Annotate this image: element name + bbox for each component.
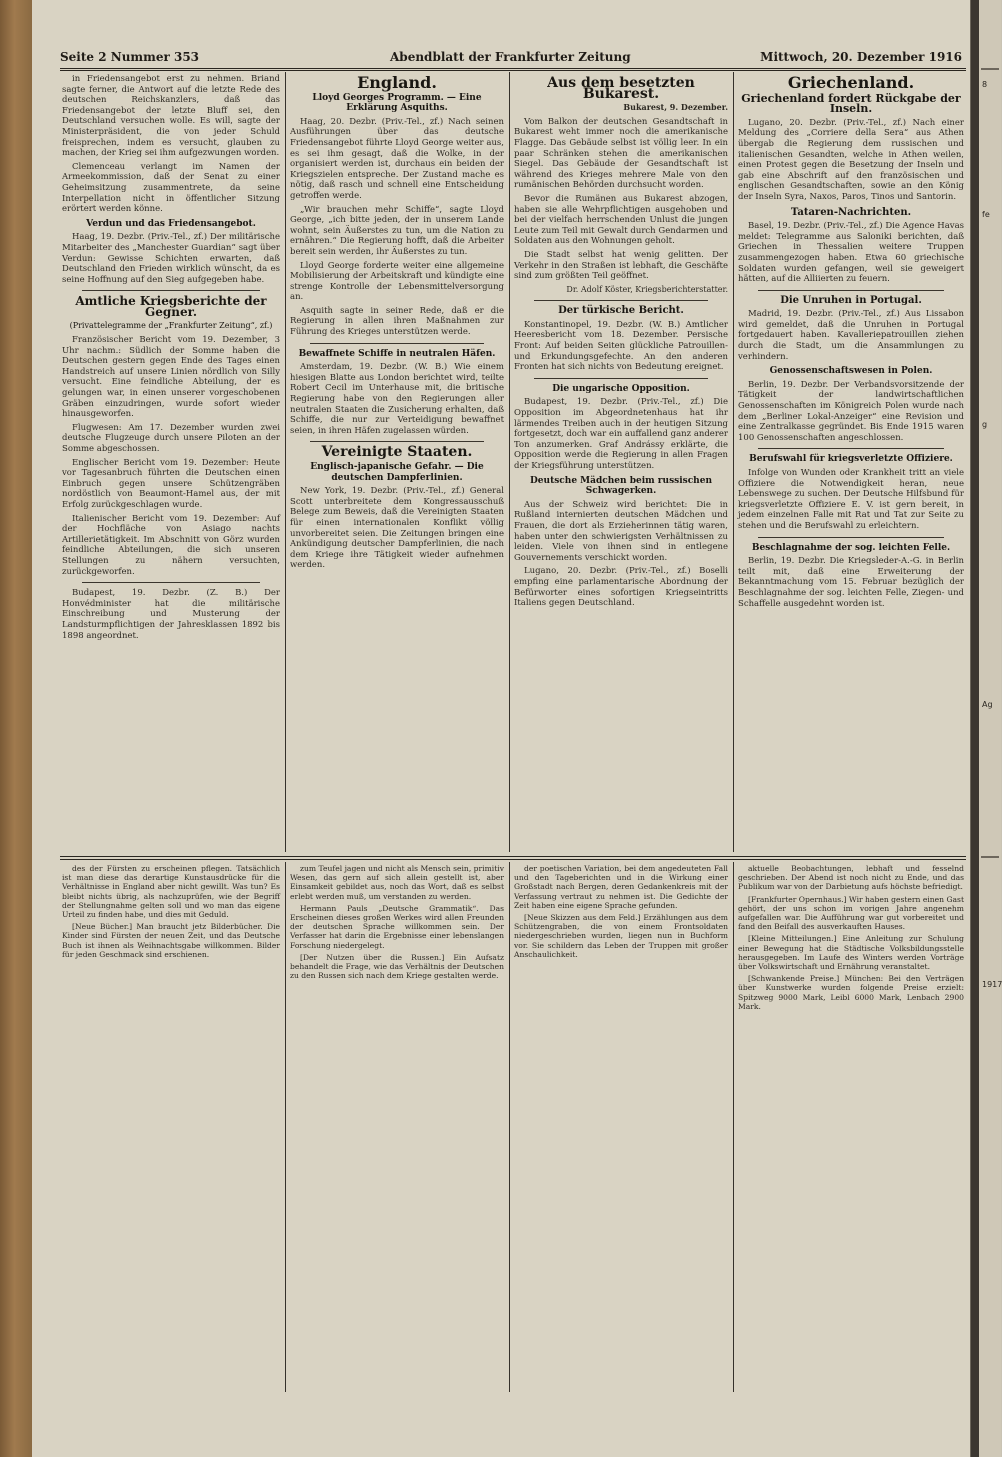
section-heading: Aus dem besetzten Bukarest. [547, 75, 695, 102]
edge-fragment: 1917 [982, 980, 1002, 989]
article-heading: Berufswahl für kriegsverletzte Offiziere. [749, 454, 953, 465]
column-1 [62, 74, 280, 852]
article-paragraph: Haag, 19. Dezbr. (Priv.-Tel., zf.) Der militärische Mitarbeiter des „Manchester Guardian“ sagt über Verdun: Gewisse Schichten erwarten, daß Deutschland den Frieden wirklich wünscht, da es seine Hoffnung auf den Sieg aufgegeben habe. [62, 232, 280, 285]
feuilleton-rule-2 [60, 859, 966, 860]
feuilleton-rule [60, 856, 966, 857]
feuilleton-paragraph: des der Fürsten zu erscheinen pflegen. Tatsächlich ist man diese das derartige Kunstausdrücke für die Verhältnisse in England aber nicht gewillt. Was tun? Es bleibt nichts übrig, als nachzuprüfen, wie der Begriff der Stellungnahme gelten soll und wo man das eigene Urteil zu finden habe, und dies mit Geduld. [62, 864, 280, 920]
column-4 [738, 74, 964, 852]
article-paragraph: Die Stadt selbst hat wenig gelitten. Der Verkehr in den Straßen ist lebhaft, die Geschäfte sind zum größten Teil geöffnet. [514, 249, 728, 282]
header-page-number: Seite 2 Nummer 353 [60, 50, 200, 64]
article-separator [310, 343, 484, 344]
feuilleton-column-4 [738, 864, 964, 1390]
feuilleton-paragraph: [Neue Skizzen aus dem Feld.] Erzählungen aus dem Schützengraben, die von einem Frontsoldaten niedergeschrieben wurden, liegen nun in Buchform vor. Sie schildern das Leben der Truppen mit großer Anschaulichkeit. [514, 913, 728, 959]
article-paragraph: Amsterdam, 19. Dezbr. (W. B.) Wie einem hiesigen Blatte aus London berichtet wird, teilte Robert Cecil im Unterhause mit, die britische Regierung habe von den Regierungen aller neutralen Staaten die Zusicherung erhalten, daß Schiffe, die nur zur Verteidigung bewaffnet seien, in ihren Häfen zugelassen würden. [290, 362, 504, 436]
article-paragraph: Budapest, 19. Dezbr. (Z. B.) Der Honvédminister hat die militärische Einschreibung und Musterung der Landsturmpflichtigen der Jahresklassen 1892 bis 1898 angeordnet. [62, 588, 280, 641]
article-paragraph: Flugwesen: Am 17. Dezember wurden zwei deutsche Flugzeuge durch unsere Piloten an der Somme abgeschossen. [62, 422, 280, 454]
article-paragraph: Aus der Schweiz wird berichtet: Die in Rußland internierten deutschen Mädchen und Frauen, die dort als Erzieherinnen tätig waren, haben unter den schwierigsten Verhältnissen zu leiden. Viele von ihnen sind in entlegene Gouvernements verschickt worden. [514, 499, 728, 563]
article-subheading: (Privattelegramme der „Frankfurter Zeitung“, zf.) [69, 321, 273, 331]
article-paragraph: Lloyd George forderte weiter eine allgemeine Mobilisierung der Arbeitskraft und kündigte eine strenge Kontrolle der Lebensmittelversorgung an. [290, 260, 504, 303]
article-separator [82, 290, 260, 291]
edge-fragment: 8 [982, 80, 988, 89]
section-heading: Vereinigte Staaten. [321, 444, 473, 461]
feuilleton-paragraph: Hermann Pauls „Deutsche Grammatik“. Das Erscheinen dieses großen Werkes wird allen Freunden der deutschen Sprache willkommen sein. Der Verfasser hat darin die Ergebnisse einer lebenslangen Forschung niedergelegt. [290, 903, 504, 950]
article-separator [82, 582, 260, 583]
article-heading: Der türkische Bericht. [558, 305, 684, 317]
feuilleton-paragraph: [Frankfurter Opernhaus.] Wir haben gestern einen Gast gehört, der uns schon im vorigen Jahre angenehm aufgefallen war. Die Aufführung war gut vorbereitet und fand den Beifall des ausverkauften Hauses. [738, 894, 965, 932]
feuilleton-paragraph: der poetischen Variation, bei dem angedeuteten Fall und den Tageberichten und in die Wirkung einer Großstadt nach Bergen, deren Gedankenkreis mit der Verfassung vertraut zu nehmen ist. Die Gedichte der Zeit haben eine eigene Sprache gefunden. [514, 864, 728, 910]
feuilleton-column-2 [290, 864, 504, 1390]
edge-rule [981, 68, 999, 70]
feuilleton-paragraph: [Kleine Mitteilungen.] Eine Anleitung zur Schulung einer Bewegung hat die Städtische Volksbildungsstelle herausgegeben. Im Laufe des Winters werden Vorträge über Volkswirtschaft und Ernährung veranstaltet. [738, 934, 964, 972]
article-heading: Genossenschaftswesen in Polen. [769, 366, 933, 377]
article-paragraph: Konstantinopel, 19. Dezbr. (W. B.) Amtlicher Heeresbericht vom 18. Dezember. Persische Front: Auf beiden Seiten glückliche Patrouillen- und Erkundungsgefechte. An den anderen Fronten hat sich nichts von Bedeutung ereignet. [514, 319, 728, 373]
edge-rule [981, 856, 999, 858]
column-rule [733, 72, 734, 852]
feuilleton-column-3 [514, 864, 728, 1390]
feuilleton-paragraph: [Schwankende Preise.] München: Bei den Verträgen über Kunstwerke wurden folgende Preise erzielt: Spitzweg 9000 Mark, Leibl 6000 Mark, Lenbach 2900 Mark. [738, 974, 964, 1011]
article-paragraph: Asquith sagte in seiner Rede, daß er die Regierung in allen ihren Maßnahmen zur Führung des Krieges unterstützen werde. [290, 305, 504, 338]
article-heading: Bewaffnete Schiffe in neutralen Häfen. [298, 348, 496, 359]
feuilleton-paragraph: [Der Nutzen über die Russen.] Ein Aufsatz behandelt die Frage, wie das Verhältnis der Deutschen zu den Russen sich nach dem Kriege gestalten werde. [290, 952, 504, 981]
dateline: Bukarest, 9. Dezember. [623, 102, 728, 113]
column-rule [509, 862, 510, 1392]
adjacent-page-edge [970, 0, 1001, 1457]
feuilleton-paragraph: [Neue Bücher.] Man braucht jetz Bilderbücher. Die Kinder sind Fürsten der neuen Zeit, und das Deutsche Buch ist ihnen als Weihnachtsgabe willkommen. Bilder für jeden Geschmack sind erschienen. [62, 922, 280, 959]
article-paragraph: Madrid, 19. Dezbr. (Priv.-Tel., zf.) Aus Lissabon wird gemeldet, daß die Unruhen in Portugal fortgedauert haben. Kavalleriepatrouillen ziehen durch die Stadt, um die Ansammlungen zu verhindern. [738, 309, 964, 362]
article-separator [534, 378, 708, 379]
article-heading: Die Unruhen in Portugal. [780, 294, 922, 306]
edge-fragment: Ag [982, 700, 993, 709]
article-paragraph: in Friedensangebot erst zu nehmen. Briand sagte ferner, die Antwort auf die letzte Rede des deutschen Reichskanzlers, daß das Friedensangebot der letzte Bluff sei, den Deutschland versuchen wolle. Es will, sagte der Ministerpräsident, die von jeder Schuld freisprechen, indem es versucht, glauben zu machen, der Krieg sei ihm aufgezwungen worden. [62, 74, 280, 159]
author-signature: Dr. Adolf Köster, Kriegsberichterstatter. [566, 284, 728, 294]
column-rule [733, 862, 734, 1392]
article-heading: Griechenland fordert Rückgabe der Inseln. [741, 91, 961, 116]
article-paragraph: Berlin, 19. Dezbr. Die Kriegsleder-A.-G. in Berlin teilt mit, daß eine Erweiterung der Bekanntmachung vom 15. Februar bezüglich der Beschlagnahme der sog. leichten Felle, Ziegen- und Schaffelle ausgedehnt worden ist. [738, 556, 964, 609]
article-heading: Tataren-Nachrichten. [790, 206, 912, 218]
article-paragraph: Haag, 20. Dezbr. (Priv.-Tel., zf.) Nach seinen Ausführungen über das deutsche Friedensangebot führte Lloyd George weiter aus, es sei ihm gesagt, daß die Wolke, in der organisiert werden ist, durchaus ein beiden der Kriegszielen entspreche. Der Zustand mache es nötig, daß rasch und schnell eine Entscheidung getroffen werde. [290, 116, 504, 201]
feuilleton-paragraph: aktuelle Beobachtungen, lebhaft und fesselnd geschrieben. Der Abend ist noch nicht zu Ende, und das Publikum war von der Darbietung aufs höchste befriedigt. [738, 864, 964, 892]
section-heading: Griechenland. [787, 73, 915, 92]
article-paragraph: Clemenceau verlangt im Namen der Armeekommission, daß der Senat zu einer Geheimsitzung zusammentrete, da seine Interpellation nicht in öffentlicher Sitzung erörtert werden könne. [62, 161, 280, 215]
article-paragraph: Berlin, 19. Dezbr. Der Verbandsvorsitzende der Tätigkeit der landwirtschaftlichen Genossenschaften im Königreich Polen wurde nach dem „Berliner Lokal-Anzeiger“ eine Revision und eine Zentralkasse gegründet. Bis Ende 1915 waren 100 Genossenschaften angeschlossen. [738, 379, 964, 443]
article-paragraph: Englischer Bericht vom 19. Dezember: Heute vor Tagesanbruch führten die Deutschen einen Einbruch gegen unsere Schützengräben nordöstlich von Beaumont-Hamel aus, der mit Erfolg zurückgeschlagen wurde. [62, 457, 280, 510]
article-paragraph: Budapest, 19. Dezbr. (Priv.-Tel., zf.) Die Opposition im Abgeordnetenhaus hat ihr lärmendes Treiben auch in der heutigen Sitzung fortgesetzt, doch war ein auffallend ganz anderer Ton anzumerken. Graf Andrássy erklärte, die Opposition werde die Regierung in allen Fragen der Kriegsführung unterstützen. [514, 397, 728, 471]
article-paragraph: Infolge von Wunden oder Krankheit tritt an viele Offiziere die Notwendigkeit heran, neue Lebenswege zu suchen. Der Deutsche Hilfsbund für kriegsverletzte Offiziere E. V. ist gern bereit, in jedem einzelnen Falle mit Rat und Tat zur Seite zu stehen und die Berufswahl zu erleichtern. [738, 468, 964, 531]
header-rule-2 [60, 70, 966, 71]
feuilleton-paragraph: zum Teufel jagen und nicht als Mensch sein, primitiv Wesen, das gern auf sich allein gestellt ist, aber Einsamkeit gebildet aus, noch das Wort, daß es selbst erlebt werden muß, um verstanden zu werden. [290, 864, 504, 901]
article-paragraph: Lugano, 20. Dezbr. (Priv.-Tel., zf.) Boselli empfing eine parlamentarische Abordnung der Befürworter eines sofortigen Kriegseintritts Italiens gegen Deutschland. [514, 566, 728, 609]
article-paragraph: Lugano, 20. Dezbr. (Priv.-Tel., zf.) Nach einer Meldung des „Corriere della Sera“ aus Athen übergab die Regierung dem russischen und italienischen Gesandten, welche in Athen weilen, einen Protest gegen die Besetzung der Inseln und gab eine Abschrift auf den französischen und englischen Gesandtschaften, sowie an den König der Inseln Syra, Naxos, Paros, Tinos und Santorin. [738, 117, 964, 202]
book-binding [0, 0, 32, 1457]
edge-fragment: g [982, 420, 988, 429]
article-separator [758, 448, 944, 449]
article-separator [758, 537, 944, 538]
article-paragraph: Italienischer Bericht vom 19. Dezember: Auf der Hochfläche von Asiago nachts Artillerietätigkeit. Im Abschnitt von Görz wurden feindliche Abteilungen, die sich unseren Stellungen zu nähern versuchten, zurückgeworfen. [62, 513, 280, 577]
column-rule [285, 862, 286, 1392]
feuilleton-column-1 [62, 864, 280, 1390]
column-rule [509, 72, 510, 852]
header-date: Mittwoch, 20. Dezember 1916 [760, 50, 962, 64]
article-subheading: Lloyd Georges Programm. — Eine Erklärung Asquiths. [312, 92, 482, 114]
article-separator [534, 300, 708, 301]
column-2 [290, 74, 504, 852]
article-paragraph: Bevor die Rumänen aus Bukarest abzogen, haben sie alle Wehrpflichtigen ausgehoben und bei der vielfach herrschenden Unlust die jungen Leute zum Teil mit Gewalt durch Gendarmen und Soldaten aus den Wohnungen geholt. [514, 193, 728, 247]
section-heading: England. [357, 73, 437, 92]
article-heading: Verdun und das Friedensangebot. [86, 218, 256, 229]
article-separator [310, 441, 484, 442]
column-rule [285, 72, 286, 852]
article-heading: Die ungarische Opposition. [552, 383, 690, 394]
article-paragraph: „Wir brauchen mehr Schiffe“, sagte Lloyd George, „ich bitte jeden, der in unserem Lande wohnt, sein Äußerstes zu tun, um die Nation zu ernähren.“ Die Regierung hofft, daß die Arbeiter bereit sein werden, ihr Äußerstes zu tun. [290, 204, 504, 257]
article-heading: Deutsche Mädchen beim russischen Schwagerken. [530, 475, 712, 497]
header-masthead: Abendblatt der Frankfurter Zeitung [390, 50, 631, 64]
article-paragraph: New York, 19. Dezbr. (Priv.-Tel., zf.) General Scott unterbreitete dem Kongressausschuß Belege zum Beweis, daß die Vereinigten Staaten für einen internationalen Konflikt völlig unvorbereitet seien. Die Zeitungen bringen eine Ankündigung deutscher Dampferlinien, die nach dem Kriege ihre Tätigkeit wieder aufnehmen werden. [290, 486, 504, 571]
column-3 [514, 74, 728, 852]
article-paragraph: Basel, 19. Dezbr. (Priv.-Tel., zf.) Die Agence Havas meldet: Telegramme aus Saloniki berichten, daß Griechen in Thessalien weitere Truppen zusammengezogen haben. Etwa 60 griechische Soldaten wurden gefangen, weil sie geweigert hätten, auf die Alliierten zu feuern. [738, 221, 964, 285]
page-gutter-shadow [971, 0, 979, 1457]
header-rule [60, 68, 966, 69]
article-heading: Beschlagnahme der sog. leichten Felle. [751, 542, 951, 553]
article-paragraph: Vom Balkon der deutschen Gesandtschaft in Bukarest weht immer noch die amerikanische Flagge. Das Gebäude selbst ist völlig leer. In ein paar Schränken stehen die amerikanischen Siegel. Das Gebäude der Gesandtschaft ist während des Krieges mehrere Male von den rumänischen Behörden durchsucht worden. [514, 116, 728, 191]
article-separator [758, 290, 944, 291]
article-heading: Amtliche Kriegsberichte der Gegner. [75, 294, 267, 319]
edge-fragment: fe [982, 210, 990, 219]
page-header [60, 48, 966, 68]
article-subheading: Englisch-japanische Gefahr. — Die deutschen Dampferlinien. [310, 462, 484, 483]
article-paragraph: Französischer Bericht vom 19. Dezember, 3 Uhr nachm.: Südlich der Somme haben die Deutschen gestern gegen Ende des Tages einen Handstreich auf unsere Linien nördlich von Silly versucht. Eine feindliche Abteilung, der es gelungen war, in einen unserer vorgeschobenen Gräben einzudringen, wurde sofort wieder hinausgeworfen. [62, 335, 280, 420]
